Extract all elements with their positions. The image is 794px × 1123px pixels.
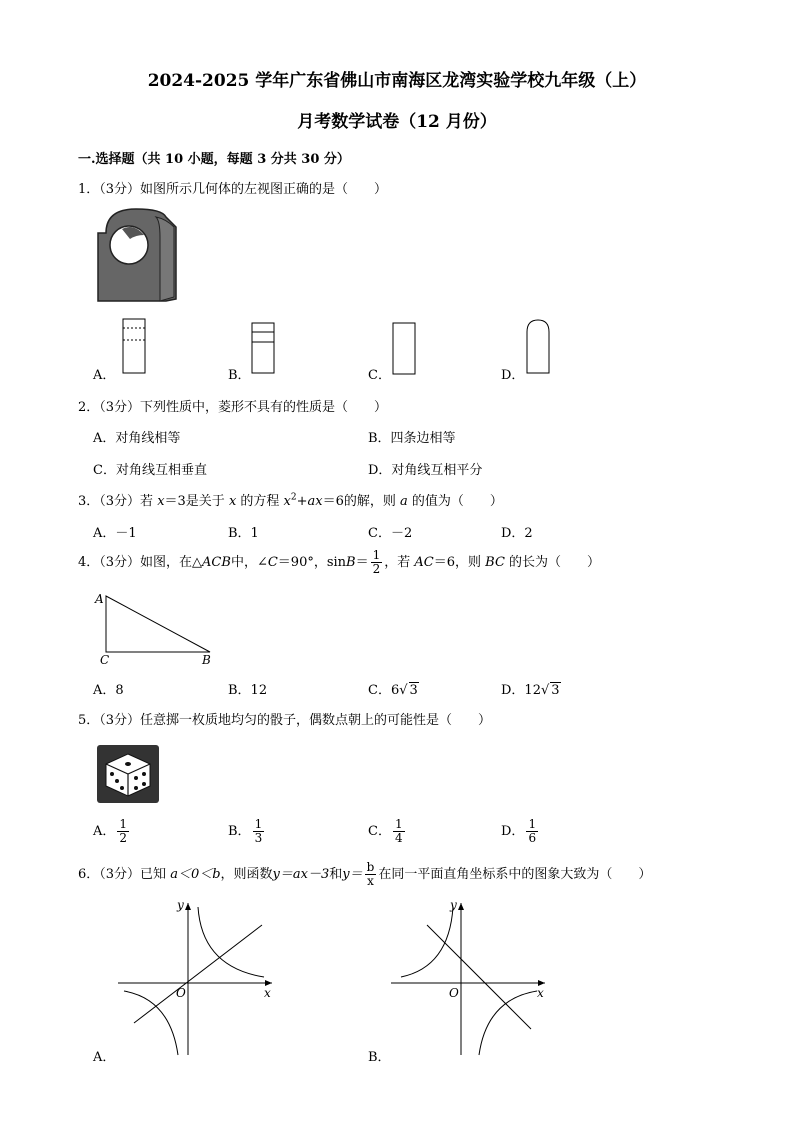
q1-option-b[interactable]: B． <box>228 368 251 383</box>
q6-graph-b <box>387 895 552 1060</box>
svg-text:y: y <box>177 898 184 912</box>
q2-option-a[interactable]: A．对角线相等 <box>93 431 181 446</box>
question-6-stem: 6．（3分）已知 a＜0＜b，则函数y＝ax－3和y＝ $\frac{b}{x}$ 在同一平面直角坐标系中的图象大致为（ ） <box>78 860 652 888</box>
q6-option-b[interactable]: B． <box>368 1050 391 1065</box>
q3-option-c[interactable]: C．－2 <box>368 526 413 541</box>
question-2-stem: 2．（3分）下列性质中，菱形不具有的性质是（ ） <box>78 400 388 415</box>
q4-option-c[interactable]: C．6√ 3 <box>368 683 418 698</box>
q5-option-a[interactable]: A． $\frac{1}{2}$ <box>93 817 128 845</box>
q6-option-a[interactable]: A． <box>93 1050 116 1065</box>
svg-text:O: O <box>176 986 186 1000</box>
title-line-2: 月考数学试卷（12 月份） <box>297 112 497 132</box>
svg-text:x: x <box>537 986 544 1000</box>
q6-fraction: $\frac{b}{x}$ <box>366 860 375 888</box>
sqrt-sign-icon: √ <box>540 683 550 698</box>
q1-option-a-figure <box>122 318 148 376</box>
svg-text:x: x <box>264 986 271 1000</box>
sqrt-sign-icon: √ <box>399 683 408 698</box>
q1-solid-figure <box>96 205 180 305</box>
question-5-stem: 5．（3分）任意掷一枚质地均匀的骰子，偶数点朝上的可能性是（ ） <box>78 713 492 728</box>
q3-option-d[interactable]: D．2 <box>501 526 533 541</box>
question-4-stem: 4．（3分）如图，在△ACB中，∠C＝90°，sinB＝ $\frac{1}{2}$ ，若 AC＝6，则 BC 的长为（ ） <box>78 548 601 576</box>
q6-graph-a <box>114 895 279 1060</box>
q1-option-b-figure <box>251 318 277 376</box>
q4-option-b[interactable]: B．12 <box>228 683 268 698</box>
svg-text:O: O <box>449 986 459 1000</box>
q4-label-c: C <box>100 653 110 667</box>
q5-option-b[interactable]: B． $\frac{1}{3}$ <box>228 817 263 845</box>
q1-option-a[interactable]: A． <box>93 368 116 383</box>
q1-option-c-figure <box>392 320 418 376</box>
q5-option-d[interactable]: D． $\frac{1}{6}$ <box>501 817 537 845</box>
section-heading: 一.选择题（共 10 小题，每题 3 分共 30 分） <box>78 152 350 167</box>
q1-option-d-figure <box>526 318 552 376</box>
question-1-stem: 1．（3分）如图所示几何体的左视图正确的是（ ） <box>78 182 388 197</box>
q1-option-d[interactable]: D． <box>501 368 525 383</box>
title-line-1: 2024-2025 学年广东省佛山市南海区龙湾实验学校九年级（上） <box>147 71 647 91</box>
dice-icon <box>96 744 162 806</box>
q4-triangle-figure <box>92 588 222 668</box>
q2-option-c[interactable]: C．对角线互相垂直 <box>93 463 207 478</box>
q3-option-b[interactable]: B．1 <box>228 526 259 541</box>
q5-option-c[interactable]: C． $\frac{1}{4}$ <box>368 817 403 845</box>
svg-text:y: y <box>450 898 457 912</box>
q4-option-a[interactable]: A．8 <box>93 683 124 698</box>
q3-option-a[interactable]: A．－1 <box>93 526 137 541</box>
q4-label-b: B <box>202 653 211 667</box>
question-3-stem: 3．（3分）若 x＝3是关于 x 的方程 $x^2+ax=6$的解，则 a 的值为（ ） <box>78 492 503 509</box>
q2-option-b[interactable]: B．四条边相等 <box>368 431 456 446</box>
q4-fraction: $\frac{1}{2}$ <box>372 548 381 576</box>
q1-option-c[interactable]: C． <box>368 368 391 383</box>
q2-option-d[interactable]: D．对角线互相平分 <box>368 463 483 478</box>
q4-label-a: A <box>95 592 104 606</box>
q4-option-d[interactable]: D．12√ 3 <box>501 683 560 698</box>
